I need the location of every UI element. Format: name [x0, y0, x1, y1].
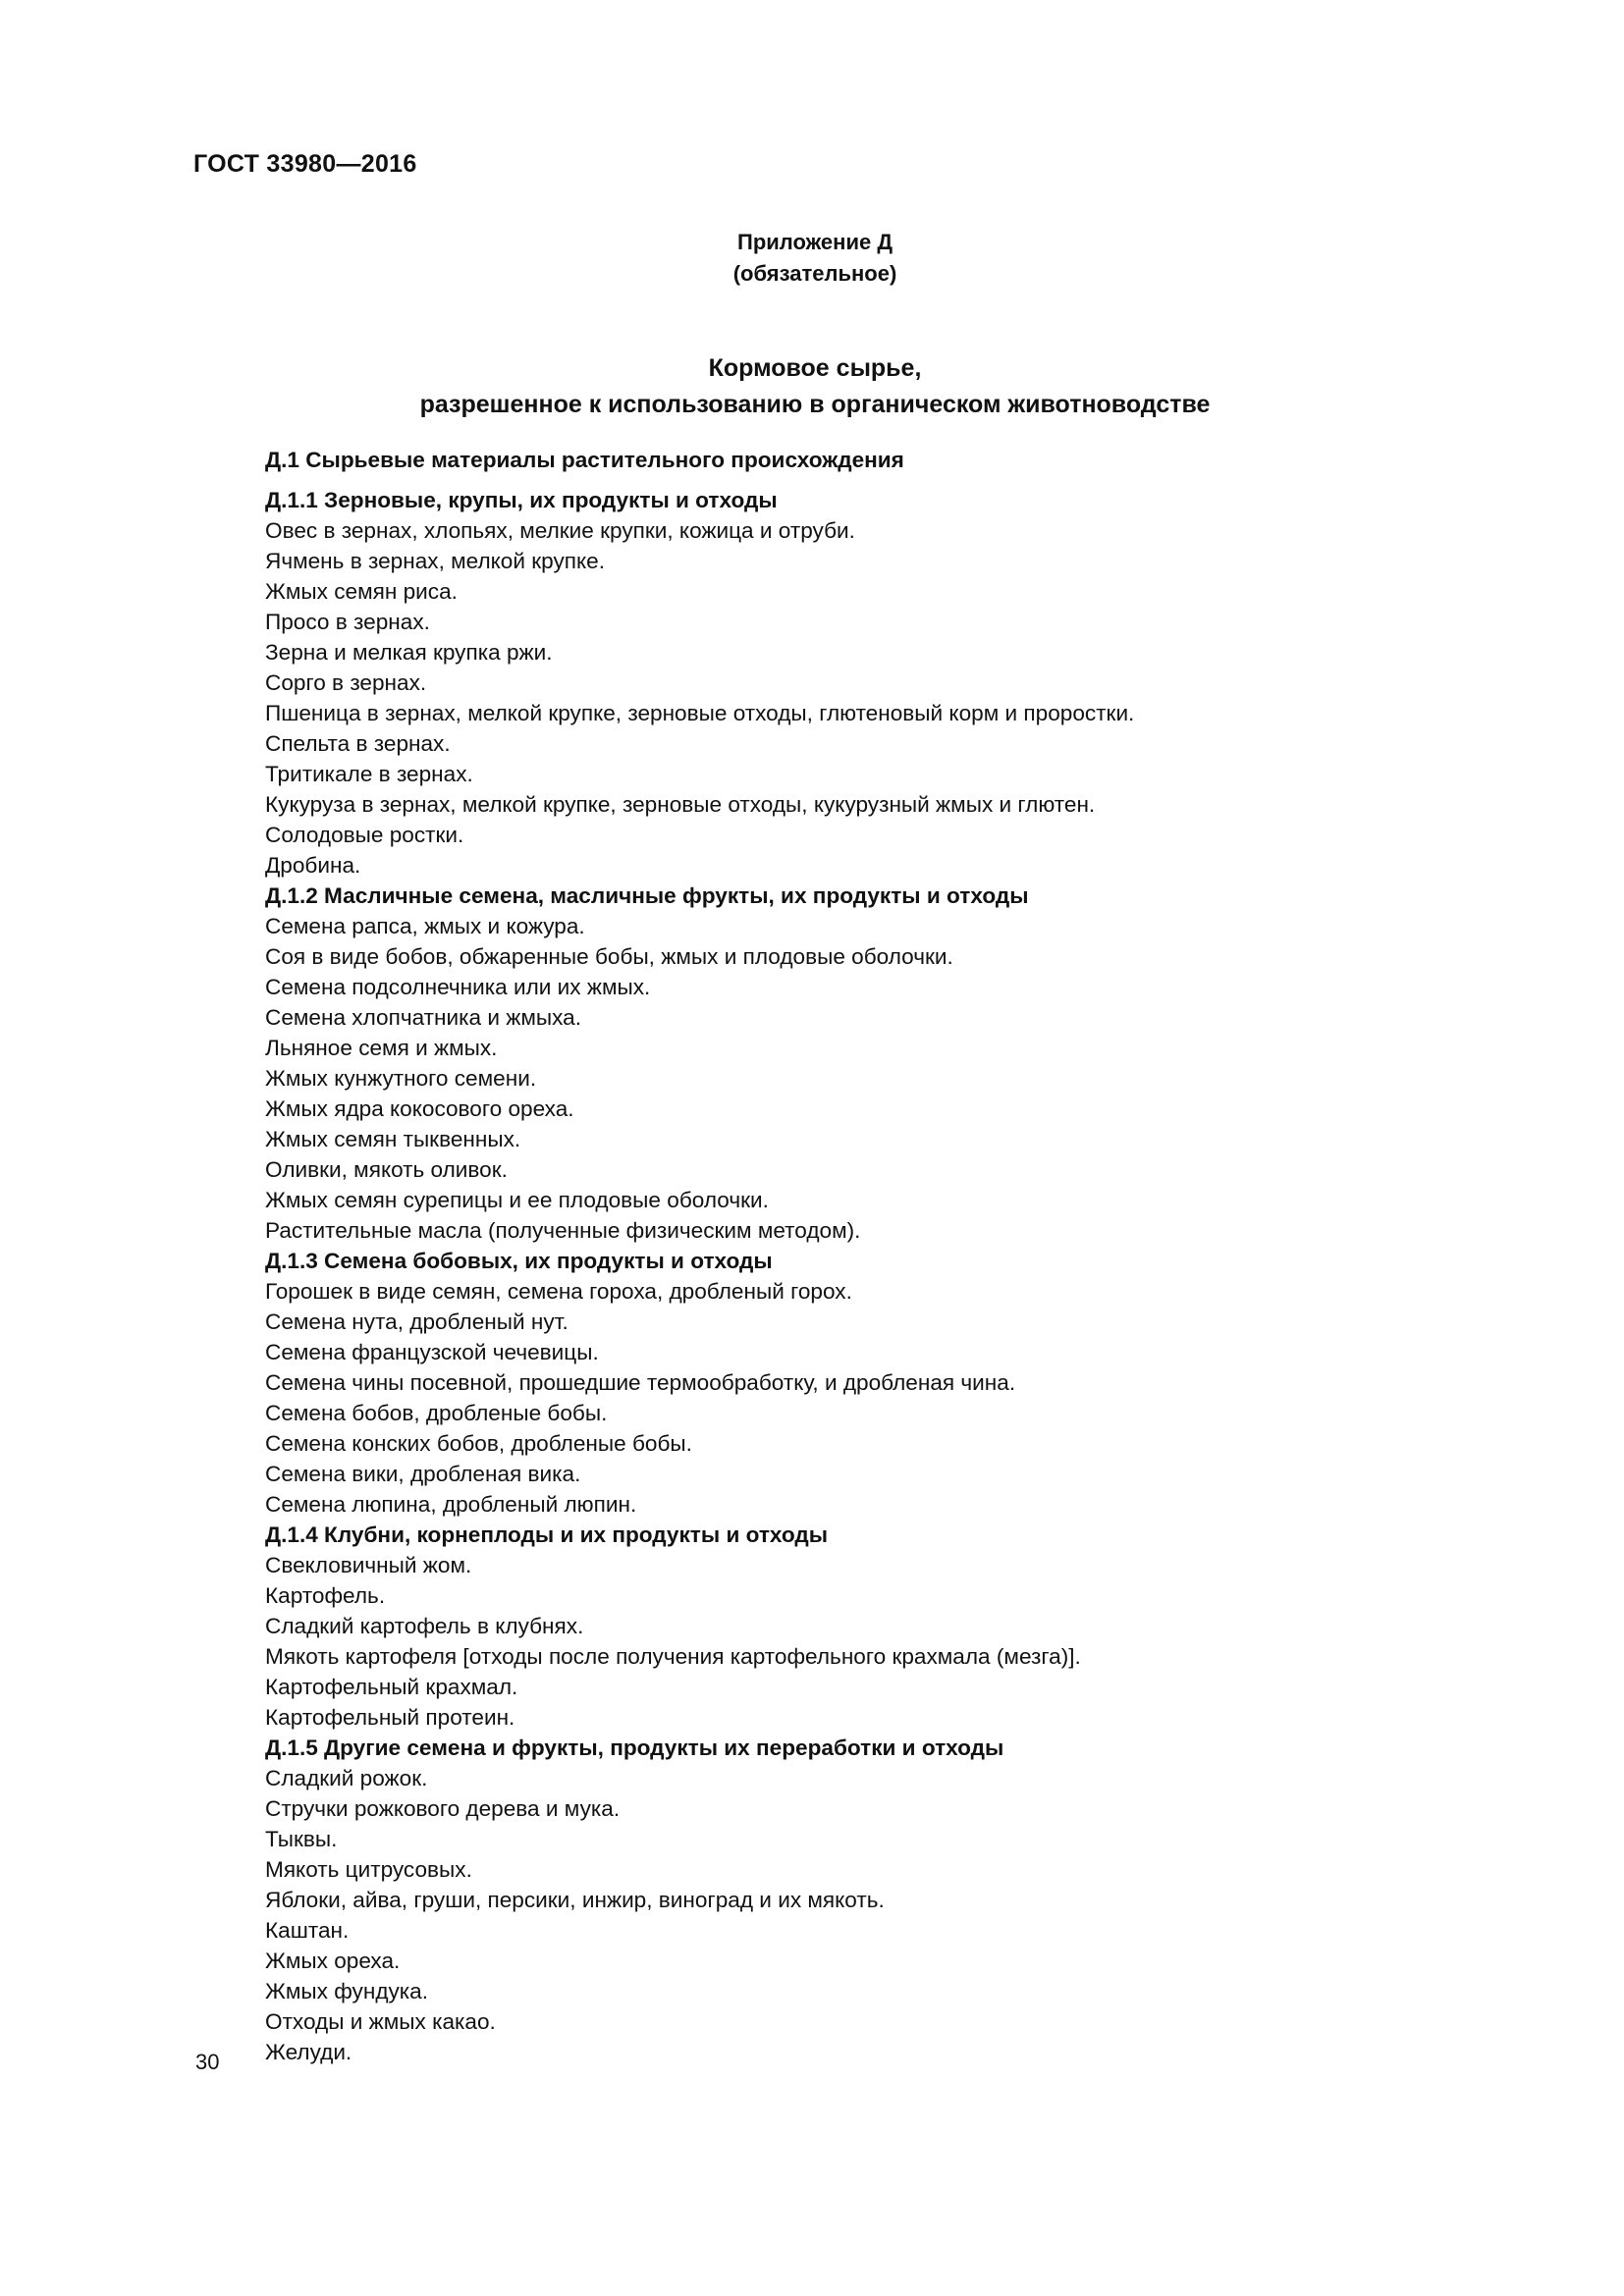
list-item: Тритикале в зернах. [265, 762, 473, 786]
list-item: Каштан. [265, 1918, 350, 1943]
list-item: Жмых ядра кокосового ореха. [265, 1096, 574, 1121]
list-item: Свекловичный жом. [265, 1553, 472, 1577]
list-item: Жмых кунжутного семени. [265, 1066, 537, 1091]
subsection-heading: Д.1.5 Другие семена и фрукты, продукты их переработки и отходы [265, 1735, 1004, 1760]
list-item: Жмых фундука. [265, 1979, 429, 2003]
subsection-heading: Д.1.2 Масличные семена, масличные фрукты, их продукты и отходы [265, 883, 1029, 908]
subsection-heading: Д.1.4 Клубни, корнеплоды и их продукты и отходы [265, 1522, 829, 1547]
list-item: Семена нута, дробленый нут. [265, 1309, 568, 1334]
subsection [265, 1733, 1542, 2067]
list-item: Желуди. [265, 2040, 352, 2064]
list-item: Тыквы. [265, 1827, 338, 1851]
subsection-heading: Д.1.1 Зерновые, крупы, их продукты и отходы [265, 488, 778, 512]
list-item: Льняное семя и жмых. [265, 1036, 498, 1060]
list-item: Семена хлопчатника и жмыха. [265, 1005, 582, 1030]
list-item: Семена бобов, дробленые бобы. [265, 1401, 608, 1425]
list-item: Жмых ореха. [265, 1949, 401, 1973]
list-item: Ячмень в зернах, мелкой крупке. [265, 549, 605, 573]
subsection [265, 485, 1542, 881]
appendix-heading [0, 227, 1624, 290]
list-item: Кукуруза в зернах, мелкой крупке, зерновые отходы, кукурузный жмых и глютен. [265, 792, 1096, 817]
list-item: Стручки рожкового дерева и мука. [265, 1796, 621, 1821]
list-item: Картофельный крахмал. [265, 1675, 518, 1699]
appendix-status: (обязательное) [732, 261, 897, 286]
list-item: Мякоть цитрусовых. [265, 1857, 472, 1882]
list-item: Картофельный протеин. [265, 1705, 515, 1730]
list-item: Оливки, мякоть оливок. [265, 1157, 508, 1182]
list-item: Солодовые ростки. [265, 823, 464, 847]
list-item: Семена вики, дробленая вика. [265, 1462, 581, 1486]
list-item: Сладкий картофель в клубнях. [265, 1614, 584, 1638]
list-item: Растительные масла (полученные физическим методом). [265, 1218, 861, 1243]
list-item: Овес в зернах, хлопьях, мелкие крупки, кожица и отруби. [265, 518, 855, 543]
page-number: 30 [195, 2050, 220, 2074]
list-item: Жмых семян сурепицы и ее плодовые оболочки. [265, 1188, 769, 1212]
subsection [265, 1520, 1542, 1733]
list-item: Просо в зернах. [265, 610, 430, 634]
list-item: Семена конских бобов, дробленые бобы. [265, 1431, 692, 1456]
list-item: Семена люпина, дробленый люпин. [265, 1492, 637, 1517]
list-item: Картофель. [265, 1583, 386, 1608]
title-line-2: разрешенное к использованию в органическом животноводстве [419, 391, 1211, 418]
document-code: ГОСТ 33980—2016 [193, 150, 417, 178]
subsection [265, 881, 1542, 1246]
list-item: Горошек в виде семян, семена гороха, дробленый горох. [265, 1279, 852, 1304]
subsection-heading: Д.1.3 Семена бобовых, их продукты и отходы [265, 1249, 773, 1273]
title-line-1: Кормовое сырье, [708, 354, 922, 382]
list-item: Дробина. [265, 853, 361, 878]
document-content [265, 445, 1542, 2067]
list-item: Спельта в зернах. [265, 731, 451, 756]
list-item: Яблоки, айва, груши, персики, инжир, виноград и их мякоть. [265, 1888, 885, 1912]
document-title [0, 350, 1624, 423]
section-heading: Д.1 Сырьевые материалы растительного происхождения [265, 448, 904, 472]
list-item: Сладкий рожок. [265, 1766, 428, 1790]
list-item: Семена рапса, жмых и кожура. [265, 914, 585, 938]
list-item: Зерна и мелкая крупка ржи. [265, 640, 553, 665]
list-item: Семена французской чечевицы. [265, 1340, 599, 1364]
list-item: Мякоть картофеля [отходы после получения картофельного крахмала (мезга)]. [265, 1644, 1081, 1669]
list-item: Жмых семян риса. [265, 579, 458, 604]
list-item: Пшеница в зернах, мелкой крупке, зерновые отходы, глютеновый корм и проростки. [265, 701, 1135, 725]
list-item: Соя в виде бобов, обжаренные бобы, жмых и плодовые оболочки. [265, 944, 953, 969]
list-item: Отходы и жмых какао. [265, 2009, 496, 2034]
appendix-label: Приложение Д [737, 230, 893, 254]
list-item: Семена подсолнечника или их жмых. [265, 975, 651, 999]
list-item: Семена чины посевной, прошедшие термообработку, и дробленая чина. [265, 1370, 1016, 1395]
list-item: Сорго в зернах. [265, 670, 427, 695]
subsection [265, 1246, 1542, 1520]
list-item: Жмых семян тыквенных. [265, 1127, 521, 1151]
